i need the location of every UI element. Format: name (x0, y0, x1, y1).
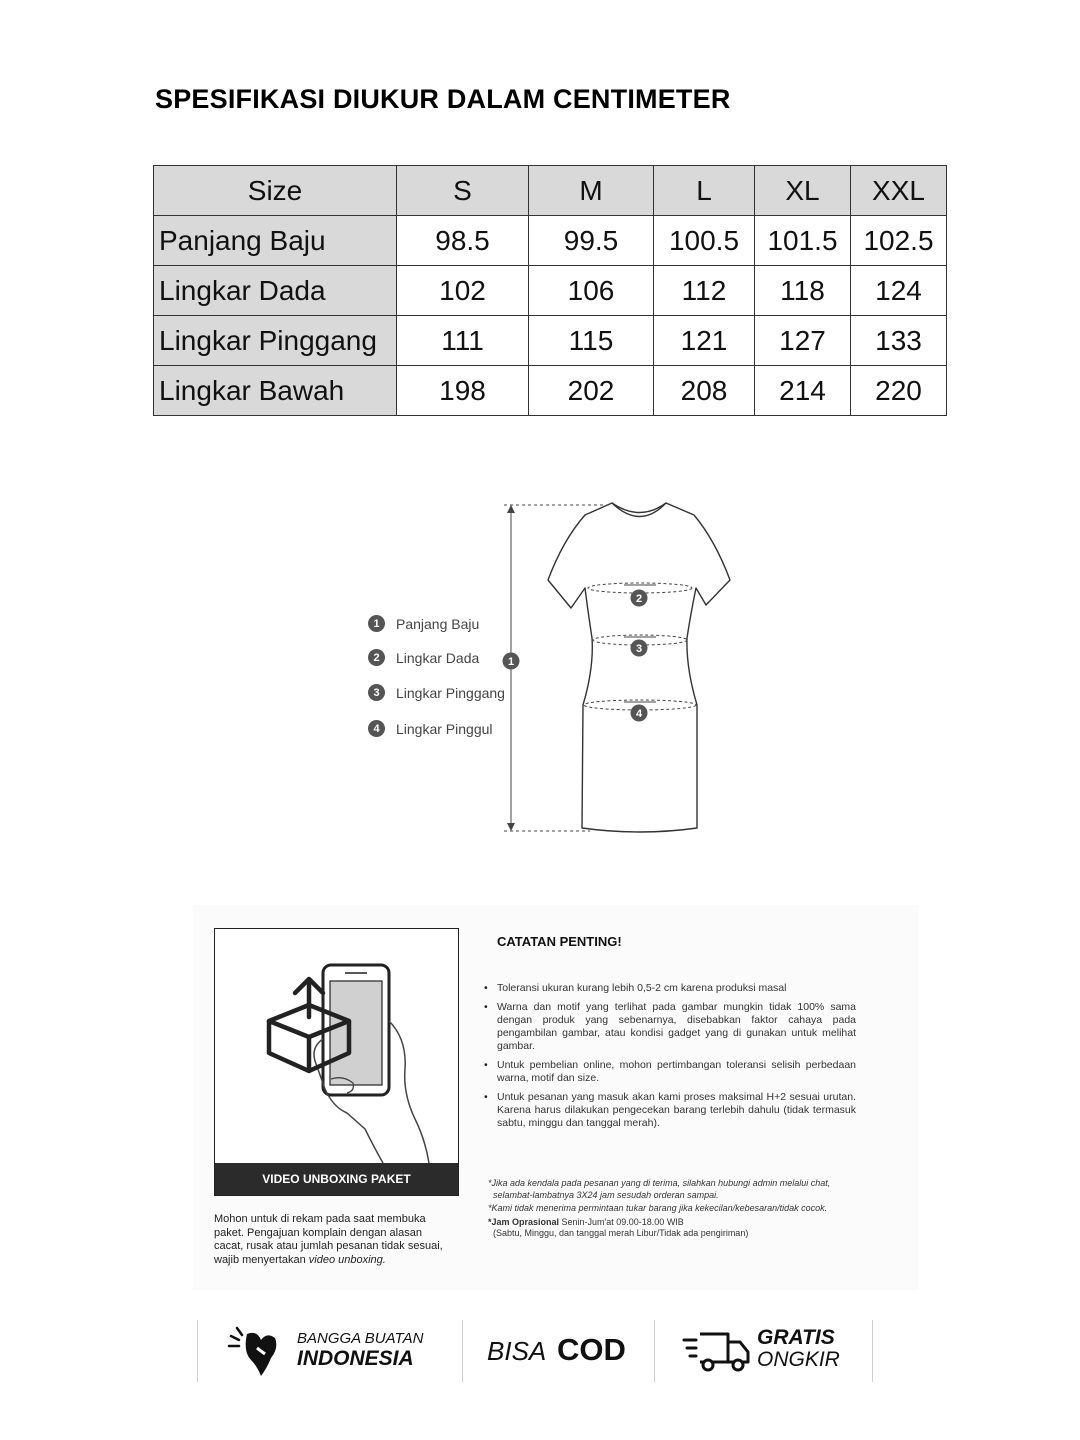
table-cell: 127 (755, 316, 851, 366)
size-chart-table (153, 165, 947, 416)
footnote-text: *Kami tidak menerima permintaan tukar barang jika kekecilan/kebesaran/tidak cocok. (488, 1203, 828, 1213)
notes-title: CATATAN PENTING! (497, 934, 622, 949)
note-item: • Warna dan motif yang terlihat pada gambar mungkin tidak 100% sama dengan produk yang sebenarnya, disebabkan faktor cahaya pada pengambilan gambar, atau kondisi gadget yang di gunakan untuk melihat gambar. (482, 1001, 856, 1053)
table-cell: 198 (397, 366, 529, 416)
footnotes (488, 1178, 888, 1242)
table-cell: 112 (654, 266, 755, 316)
header-cell: M (529, 166, 654, 216)
row-label: Panjang Baju (154, 216, 397, 266)
table-row (154, 316, 947, 366)
dress-measurement-diagram (490, 495, 750, 840)
gratis-line2: ONGKIR (757, 1348, 840, 1371)
table-cell: 100.5 (654, 216, 755, 266)
cod-word: COD (557, 1332, 626, 1367)
legend-number-badge: 3 (368, 684, 385, 701)
table-cell: 133 (851, 316, 947, 366)
header-cell: XL (755, 166, 851, 216)
table-row (154, 266, 947, 316)
footnote (488, 1203, 888, 1215)
caption-line: paket. Pengajuan komplain dengan alasan (214, 1226, 422, 1239)
table-cell: 202 (529, 366, 654, 416)
legend-item (368, 720, 493, 737)
row-label: Lingkar Dada (154, 266, 397, 316)
table-cell: 118 (755, 266, 851, 316)
page-title: SPESIFIKASI DIUKUR DALAM CENTIMETER (155, 84, 731, 114)
row-label: Lingkar Bawah (154, 366, 397, 416)
footnote-text: selambat-lambatnya 3X24 jam sesudah orderan sampai. (493, 1189, 719, 1200)
legend-label: Lingkar Pinggang (396, 684, 505, 701)
legend-number-badge: 1 (368, 615, 385, 632)
indonesia-map-icon (227, 1324, 291, 1380)
table-cell: 99.5 (529, 216, 654, 266)
cod-prefix: BISA (487, 1336, 547, 1366)
gratis-line1: GRATIS (757, 1326, 835, 1349)
table-cell: 124 (851, 266, 947, 316)
header-cell: S (397, 166, 529, 216)
bangga-line1: BANGGA BUATAN (297, 1330, 424, 1347)
badge-divider (872, 1320, 873, 1382)
header-cell: L (654, 166, 755, 216)
header-cell: Size (154, 166, 397, 216)
legend-item (368, 615, 479, 632)
badge-divider (654, 1320, 655, 1382)
caption-line (214, 1254, 464, 1268)
note-item: • Untuk pesanan yang masuk akan kami proses maksimal H+2 sesuai urutan. Karena harus dilakukan pengecekan barang terlebih dahulu (tidak termasuk sabtu, minggu dan tanggal merah). (482, 1091, 856, 1130)
caption-prefix: wajib menyertakan (214, 1253, 309, 1266)
legend-label: Lingkar Dada (396, 649, 480, 666)
unboxing-card (214, 928, 459, 1196)
footnote-text: Senin-Jum'at 09.00-18.00 WIB (559, 1216, 684, 1227)
footnote (488, 1217, 888, 1240)
marker-3-number: 3 (635, 643, 643, 655)
marker-4-number: 4 (635, 708, 643, 720)
legend-item (368, 649, 479, 666)
unboxing-caption (214, 1213, 464, 1267)
table-cell: 106 (529, 266, 654, 316)
footnote-text: (Sabtu, Minggu, dan tanggal merah Libur/Tidak ada pengiriman) (493, 1228, 749, 1238)
legend-number-badge: 2 (368, 649, 385, 666)
video-unboxing-label: VIDEO UNBOXING PAKET (215, 1163, 458, 1195)
note-item: • Toleransi ukuran kurang lebih 0,5-2 cm karena produksi masal (482, 982, 856, 995)
table-cell: 98.5 (397, 216, 529, 266)
legend-item (368, 684, 505, 701)
note-item: • Untuk pembelian online, mohon pertimbangan toleransi selisih perbedaan warna, motif dan size. (482, 1059, 856, 1085)
table-cell: 102 (397, 266, 529, 316)
row-label: Lingkar Pinggang (154, 316, 397, 366)
marker-2-number: 2 (635, 593, 643, 605)
table-cell: 121 (654, 316, 755, 366)
table-row (154, 216, 947, 266)
header-cell: XXL (851, 166, 947, 216)
table-cell: 101.5 (755, 216, 851, 266)
caption-line: cacat, rusak atau jumlah pesanan tidak sesuai, (214, 1240, 443, 1252)
legend-number-badge: 4 (368, 720, 385, 737)
table-row (154, 366, 947, 416)
phone-unboxing-icon (215, 929, 457, 1163)
footnote (488, 1178, 888, 1201)
table-cell: 111 (397, 316, 529, 366)
badge-divider (462, 1320, 463, 1382)
marker-1-number: 1 (507, 656, 515, 668)
table-cell: 220 (851, 366, 947, 416)
footnote-label: *Jam Oprasional (488, 1216, 560, 1227)
delivery-truck-icon (682, 1328, 752, 1374)
caption-line: Mohon untuk di rekam pada saat membuka (214, 1213, 426, 1225)
badges-row (197, 1320, 873, 1382)
notes-list (482, 982, 856, 1136)
footnote-text: *Jika ada kendala pada pesanan yang di terima, silahkan hubungi admin melalui chat, (488, 1178, 831, 1188)
badge-divider (197, 1320, 198, 1382)
dress-outline (548, 503, 730, 832)
legend-label: Lingkar Pinggul (396, 720, 493, 737)
table-cell: 214 (755, 366, 851, 416)
bangga-line2: INDONESIA (297, 1347, 414, 1370)
table-cell: 102.5 (851, 216, 947, 266)
legend-label: Panjang Baju (396, 615, 480, 632)
table-cell: 208 (654, 366, 755, 416)
table-header-row (154, 166, 947, 216)
table-cell: 115 (529, 316, 654, 366)
caption-emphasis: video unboxing. (308, 1253, 386, 1266)
